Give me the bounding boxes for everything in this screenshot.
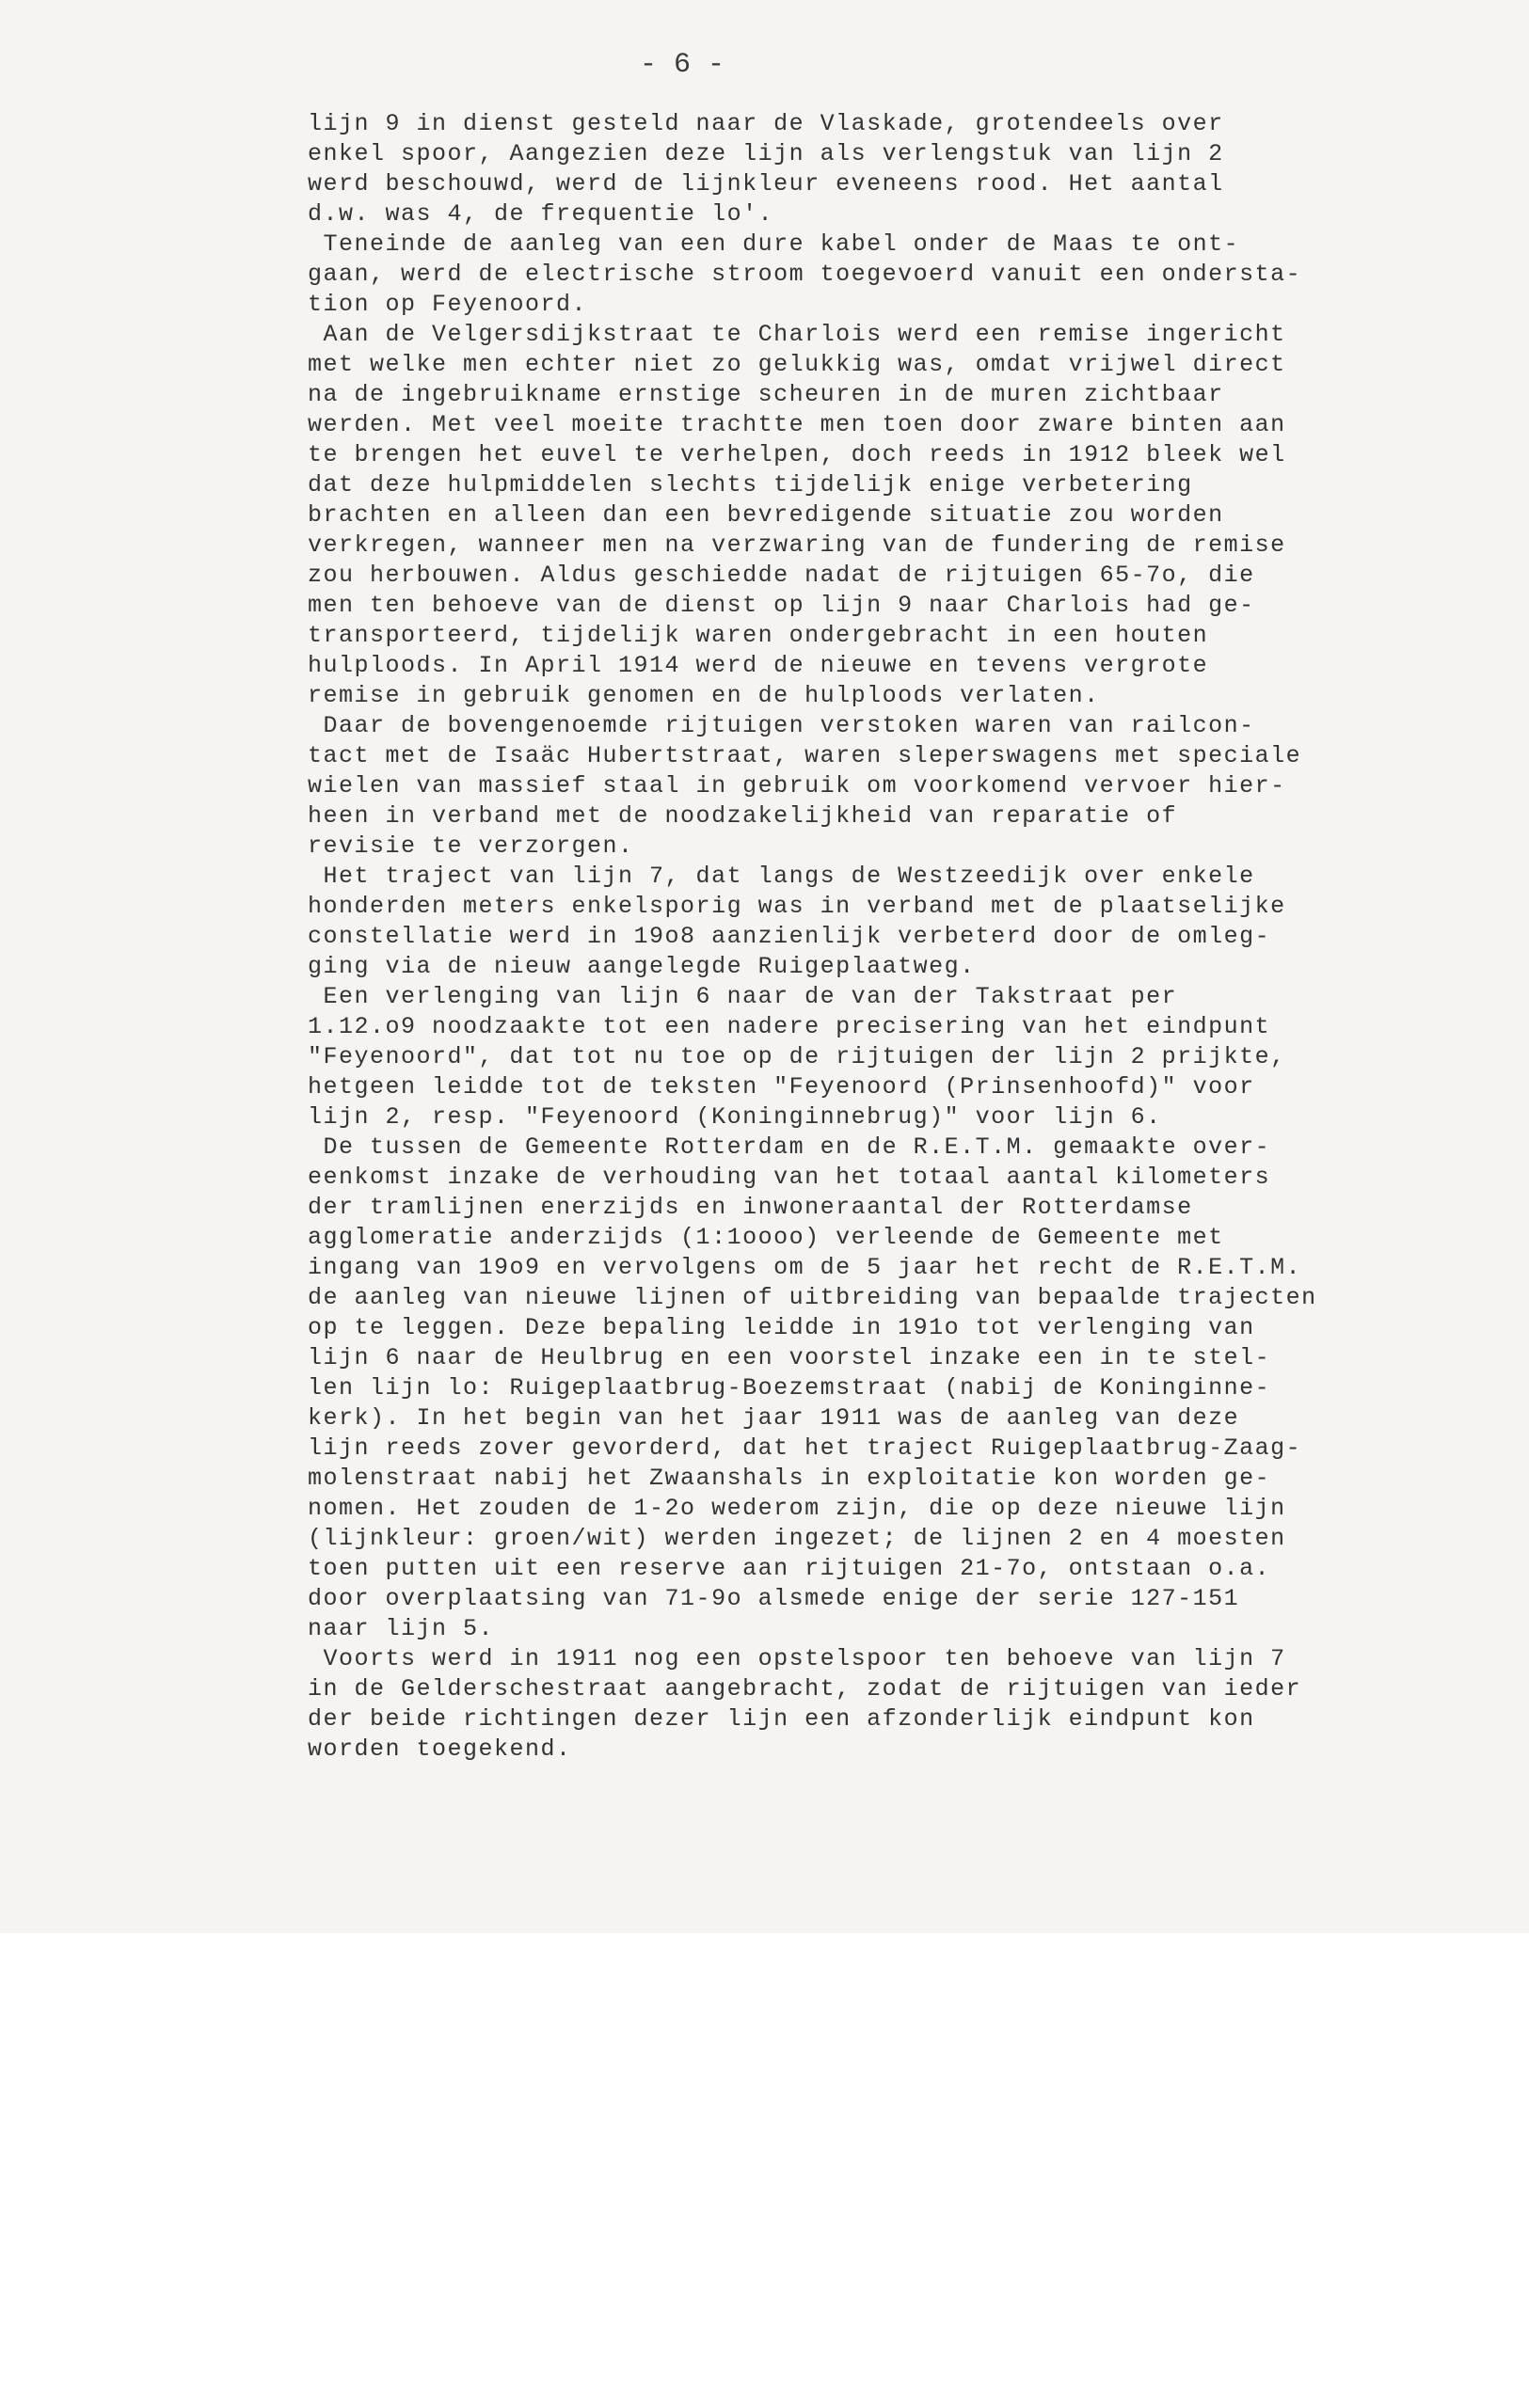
text-line: de aanleg van nieuwe lijnen of uitbreiding van bepaalde trajecten xyxy=(308,1284,1317,1311)
text-line: "Feyenoord", dat tot nu toe op de rijtuigen der lijn 2 prijkte, xyxy=(308,1043,1286,1070)
text-line: nomen. Het zouden de 1-2o wederom zijn, die op deze nieuwe lijn xyxy=(308,1495,1286,1522)
text-line: remise in gebruik genomen en de hulploods verlaten. xyxy=(308,682,1100,709)
text-line: lijn 6 naar de Heulbrug en een voorstel inzake een in te stel- xyxy=(308,1344,1271,1371)
body-text xyxy=(308,109,1521,1765)
text-line: worden toegekend. xyxy=(308,1735,572,1763)
text-line: der beide richtingen dezer lijn een afzonderlijk eindpunt kon xyxy=(308,1705,1255,1733)
text-line: Voorts werd in 1911 nog een opstelspoor ten behoeve van lijn 7 xyxy=(308,1645,1286,1672)
text-line: in de Gelderschestraat aangebracht, zodat de rijtuigen van ieder xyxy=(308,1675,1302,1703)
text-line: enkel spoor, Aangezien deze lijn als verlengstuk van lijn 2 xyxy=(308,140,1224,167)
text-line: 1.12.o9 noodzaakte tot een nadere precisering van het eindpunt xyxy=(308,1013,1271,1040)
text-line: agglomeratie anderzijds (1:1oooo) verleende de Gemeente met xyxy=(308,1224,1224,1251)
text-line: na de ingebruikname ernstige scheuren in de muren zichtbaar xyxy=(308,381,1224,408)
text-line: der tramlijnen enerzijds en inwoneraantal der Rotterdamse xyxy=(308,1194,1193,1221)
text-line: heen in verband met de noodzakelijkheid van reparatie of xyxy=(308,802,1178,830)
text-line: Aan de Velgersdijkstraat te Charlois werd een remise ingericht xyxy=(308,321,1286,348)
text-line: len lijn lo: Ruigeplaatbrug-Boezemstraat (nabij de Koninginne- xyxy=(308,1374,1271,1402)
text-line: molenstraat nabij het Zwaanshals in exploitatie kon worden ge- xyxy=(308,1465,1271,1492)
text-line: Daar de bovengenoemde rijtuigen verstoken waren van railcon- xyxy=(308,712,1255,739)
text-line: door overplaatsing van 71-9o alsmede enige der serie 127-151 xyxy=(308,1585,1240,1612)
text-line: ging via de nieuw aangelegde Ruigeplaatweg. xyxy=(308,953,976,980)
text-line: lijn 9 in dienst gesteld naar de Vlaskade, grotendeels over xyxy=(308,110,1224,137)
text-line: Een verlenging van lijn 6 naar de van der Takstraat per xyxy=(308,983,1178,1010)
text-line: dat deze hulpmiddelen slechts tijdelijk enige verbetering xyxy=(308,471,1193,499)
text-line: kerk). In het begin van het jaar 1911 was de aanleg van deze xyxy=(308,1404,1240,1432)
text-line: tact met de Isaäc Hubertstraat, waren sleperswagens met speciale xyxy=(308,742,1302,769)
text-line: (lijnkleur: groen/wit) werden ingezet; de lijnen 2 en 4 moesten xyxy=(308,1525,1286,1552)
text-line: lijn reeds zover gevorderd, dat het traject Ruigeplaatbrug-Zaag- xyxy=(308,1434,1302,1462)
text-line: hulploods. In April 1914 werd de nieuwe en tevens vergrote xyxy=(308,652,1209,679)
text-line: verkregen, wanneer men na verzwaring van de fundering de remise xyxy=(308,531,1286,559)
text-line: wielen van massief staal in gebruik om voorkomend vervoer hier- xyxy=(308,772,1286,800)
text-line: naar lijn 5. xyxy=(308,1615,495,1642)
text-line: eenkomst inzake de verhouding van het totaal aantal kilometers xyxy=(308,1164,1271,1191)
text-line: lijn 2, resp. "Feyenoord (Koninginnebrug)" voor lijn 6. xyxy=(308,1103,1162,1131)
text-line: transporteerd, tijdelijk waren ondergebracht in een houten xyxy=(308,622,1209,649)
text-line: men ten behoeve van de dienst op lijn 9 naar Charlois had ge- xyxy=(308,592,1255,619)
text-line: revisie te verzorgen. xyxy=(308,832,634,860)
text-line: d.w. was 4, de frequentie lo'. xyxy=(308,200,774,228)
text-line: constellatie werd in 19o8 aanzienlijk verbeterd door de omleg- xyxy=(308,923,1271,950)
text-line: hetgeen leidde tot de teksten "Feyenoord (Prinsenhoofd)" voor xyxy=(308,1073,1255,1101)
text-line: zou herbouwen. Aldus geschiedde nadat de rijtuigen 65-7o, die xyxy=(308,562,1255,589)
text-line: De tussen de Gemeente Rotterdam en de R.E.T.M. gemaakte over- xyxy=(308,1133,1271,1161)
text-line: werden. Met veel moeite trachtte men toen door zware binten aan xyxy=(308,411,1286,438)
text-line: te brengen het euvel te verhelpen, doch reeds in 1912 bleek wel xyxy=(308,441,1286,468)
text-line: Teneinde de aanleg van een dure kabel onder de Maas te ont- xyxy=(308,230,1240,258)
text-line: toen putten uit een reserve aan rijtuigen 21-7o, ontstaan o.a. xyxy=(308,1555,1271,1582)
text-line: ingang van 19o9 en vervolgens om de 5 jaar het recht de R.E.T.M. xyxy=(308,1254,1302,1281)
text-line: honderden meters enkelsporig was in verband met de plaatselijke xyxy=(308,893,1286,920)
text-line: tion op Feyenoord. xyxy=(308,291,588,318)
text-line: met welke men echter niet zo gelukkig was, omdat vrijwel direct xyxy=(308,351,1286,378)
text-line: werd beschouwd, werd de lijnkleur eveneens rood. Het aantal xyxy=(308,170,1224,198)
text-line: Het traject van lijn 7, dat langs de Westzeedijk over enkele xyxy=(308,863,1255,890)
text-line: op te leggen. Deze bepaling leidde in 191o tot verlenging van xyxy=(308,1314,1255,1341)
text-line: brachten en alleen dan een bevredigende situatie zou worden xyxy=(308,501,1224,529)
text-line: gaan, werd de electrische stroom toegevoerd vanuit een ondersta- xyxy=(308,261,1302,288)
page-number: - 6 - xyxy=(639,49,725,81)
